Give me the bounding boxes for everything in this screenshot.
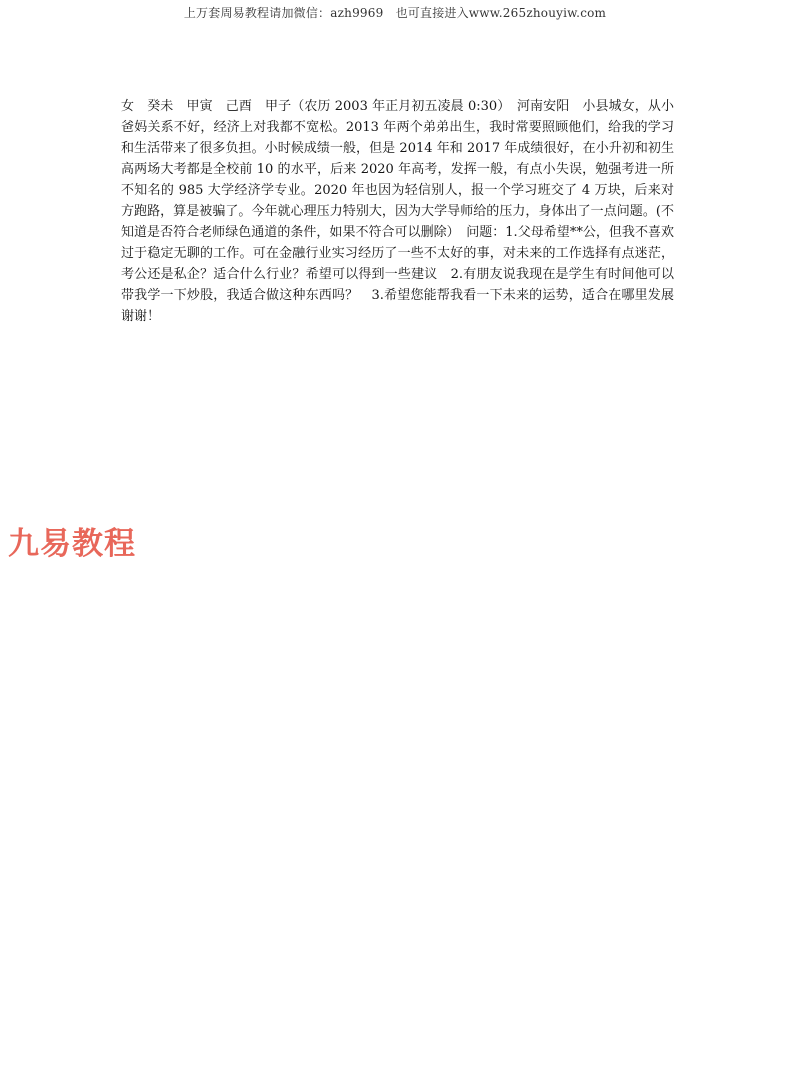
document-body-text: 女 癸未 甲寅 己酉 甲子（农历 2003 年正月初五凌晨 0:30） 河南安阳 小县城女，从小爸妈关系不好，经济上对我都不宽松。2013 年两个弟弟出生，我时常要照顾他们，给我的学习和生活带来了很多负担。小时候成绩一般，但是 2014 年和 2017 年成绩很好，在小升初和初生高两场大考都是全校前 10 的水平，后来 2020 年高考，发挥一般，有点小失误，勉强考进一所不知名的 985 大学经济学专业。2020 年也因为轻信别人，报一个学习班交了 4 万块，后来对方跑路，算是被骗了。今年就心理压力特别大，因为大学导师给的压力，身体出了一点问题。(不知道是否符合老师绿色通道的条件，如果不符合可以删除） 问题：1.父母希望**公，但我不喜欢过于稳定无聊的工作。可在金融行业实习经历了一些不太好的事，对未来的工作选择有点迷茫，考公还是私企？适合什么行业？希望可以得到一些建议 2.有朋友说我现在是学生有时间他可以带我学一下炒股，我适合做这种东西吗？ 3.希望您能帮我看一下未来的运势，适合在哪里发展 谢谢！ [121, 99, 688, 324]
watermark-logo-text: 九易教程 [8, 526, 136, 562]
header-contact-note: 上万套周易教程请加微信：azh9969 也可直接进入www.265zhouyiw.com [183, 6, 607, 20]
